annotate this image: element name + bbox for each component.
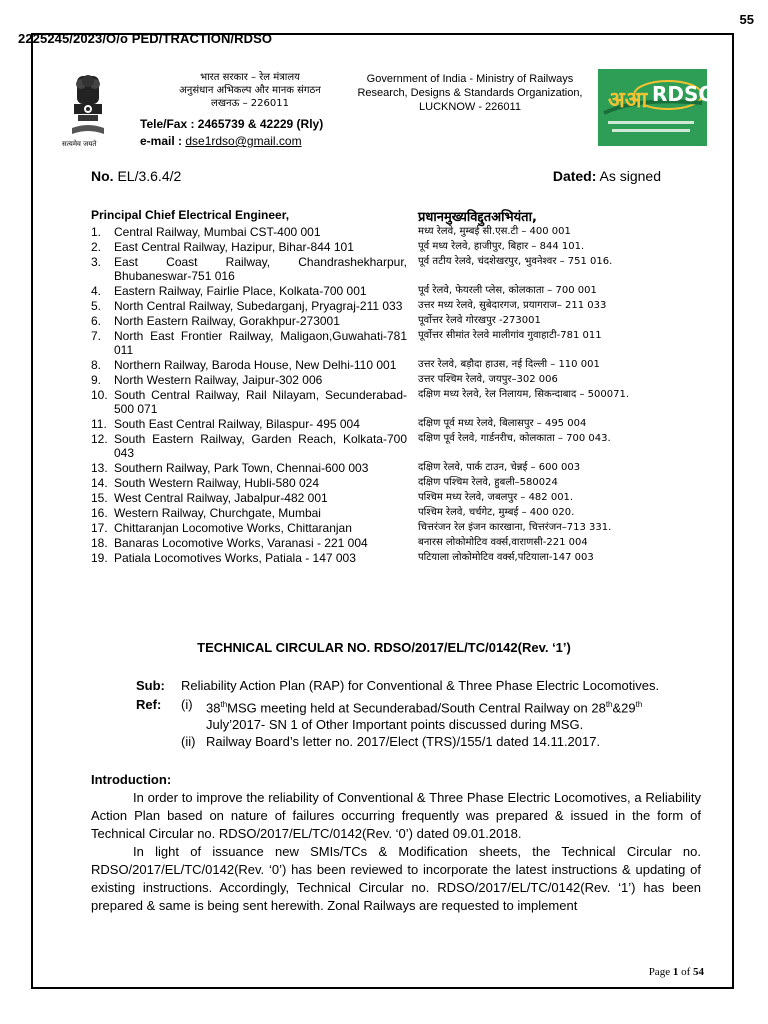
addressee-text-en: South Central Railway, Rail Nilayam, Secunderabad-500 071 <box>114 388 407 416</box>
addressee-text-en: Northern Railway, Baroda House, New Delhi-110 001 <box>114 358 397 372</box>
addressee-text-hi: पश्चिम मध्य रेलवे, जबलपुर – 482 001. <box>418 492 574 503</box>
addressee-number: 5. <box>91 299 102 313</box>
addressee-en <box>91 329 407 357</box>
addressee-heading-hi: प्रधानमुख्यविद्दुतअभियंता, <box>418 210 537 225</box>
addressee-en <box>91 551 407 565</box>
addressee-number: 6. <box>91 314 102 328</box>
svg-text:अआ: अआ <box>608 88 648 113</box>
addressee-number: 15. <box>91 491 108 505</box>
english-header <box>350 72 590 114</box>
addressee-row <box>91 536 691 550</box>
introduction-paragraph: In light of issuance new SMIs/TCs & Modification sheets, the Technical Circular no. RDSO/2017/EL/TC/0142(Rev. ‘0’) has been reviewed to incorporate the latest instructions & updating of existing instructions. Accordingly, Technical Circular no. RDSO/2017/EL/TC/0142(Rev. ‘1’) has been prepared & same is being sent herewith. Zonal Railways are requested to implement <box>91 844 701 913</box>
reference-item <box>136 696 702 733</box>
addressee-number: 7. <box>91 329 102 343</box>
addressee-number: 19. <box>91 551 108 565</box>
tel-fax: Tele/Fax : 2465739 & 42229 (Rly) <box>140 117 324 131</box>
addressee-number: 11. <box>91 417 107 431</box>
hindi-header <box>130 71 370 110</box>
addressee-text-en: Central Railway, Mumbai CST-400 001 <box>114 225 321 239</box>
addressee-row <box>91 299 691 313</box>
addressee-text-en: South Eastern Railway, Garden Reach, Kolkata-700 043 <box>114 432 407 460</box>
addressee-text-en: Banaras Locomotive Works, Varanasi - 221 004 <box>114 536 368 550</box>
reference-text: Railway Board’s letter no. 2017/Elect (TRS)/155/1 dated 14.11.2017. <box>206 734 601 750</box>
addressee-text-en: Southern Railway, Park Town, Chennai-600 003 <box>114 461 369 475</box>
addressee-number: 9. <box>91 373 102 387</box>
addressee-number: 8. <box>91 358 102 372</box>
addressee-number: 4. <box>91 284 102 298</box>
page-current: 1 <box>672 966 679 978</box>
email-label: e-mail : <box>140 134 183 148</box>
date-label: Dated: <box>552 168 597 184</box>
addressee-text-en: Eastern Railway, Fairlie Place, Kolkata-700 001 <box>114 284 367 298</box>
addressee-row <box>91 476 691 490</box>
addressee-en <box>91 284 407 298</box>
letter-number <box>91 168 181 184</box>
addressee-row <box>91 461 691 475</box>
hindi-header-line: लखनऊ – 226011 <box>211 98 289 109</box>
addressee-text-hi: पूर्व तटीय रेलवे, चंदशेखरपुर, भुवनेश्वर – 751 016. <box>418 256 613 267</box>
addressee-en <box>91 476 407 490</box>
letter-number-value: EL/3.6.4/2 <box>117 168 182 184</box>
addressee-text-en: Western Railway, Churchgate, Mumbai <box>114 506 321 520</box>
addressee-en <box>91 225 407 239</box>
addressee-number: 16. <box>91 506 108 520</box>
english-header-line: Government of India - Ministry of Railways <box>366 73 574 85</box>
reference-text: 38thMSG meeting held at Secunderabad/South Central Railway on 28th&29th July’2017- SN 1 of Other Important points discussed during MSG. <box>206 700 643 733</box>
addressee-number: 1. <box>91 225 102 239</box>
addressee-number: 13. <box>91 461 108 475</box>
addressee-row <box>91 358 691 372</box>
addressee-number: 18. <box>91 536 108 550</box>
letter-number-label: No. <box>91 168 114 184</box>
hindi-header-line: अनुसंधान अभिकल्प और मानक संगठन <box>179 85 321 96</box>
addressee-row <box>91 225 691 239</box>
introduction-body <box>91 789 701 915</box>
addressee-list <box>91 225 691 566</box>
addressee-en <box>91 255 407 283</box>
email-line <box>140 134 302 148</box>
addressee-en <box>91 373 407 387</box>
reference-item <box>136 733 702 750</box>
emblem-caption: सत्यमेव जयते <box>62 140 97 148</box>
letter-date <box>553 168 661 184</box>
hindi-header-line: भारत सरकार – रेल मंत्रालय <box>200 72 300 83</box>
addressee-number: 10. <box>91 388 108 402</box>
addressee-text-en: East Coast Railway, Chandrashekharpur, Bhubaneswar-751 016 <box>114 255 407 283</box>
email-link[interactable]: dse1rdso@gmail.com <box>185 134 302 148</box>
addressee-text-hi: पटियाला लोकोमोटिव वर्क्स,पटियाला-147 003 <box>418 552 594 563</box>
introduction-heading: Introduction: <box>91 772 172 787</box>
reference-label: Ref: <box>136 697 162 712</box>
addressee-text-en: North Western Railway, Jaipur-302 006 <box>114 373 323 387</box>
addressee-number: 17. <box>91 521 108 535</box>
addressee-text-hi: दक्षिण पूर्व रेलवे, गार्डनरीच, कोलकाता – 700 043. <box>418 433 611 444</box>
addressee-text-en: North Central Railway, Subedarganj, Pryagraj-211 033 <box>114 299 403 313</box>
reference-index: (i) <box>181 697 193 712</box>
addressee-number: 3. <box>91 255 102 269</box>
addressee-text-hi: दक्षिण पश्चिम रेलवे, हुबली–580024 <box>418 477 558 488</box>
addressee-en <box>91 358 407 372</box>
addressee-text-en: Chittaranjan Locomotive Works, Chittaranjan <box>114 521 352 535</box>
addressee-row <box>91 506 691 520</box>
addressee-row <box>91 417 691 431</box>
addressee-text-en: East Central Railway, Hazipur, Bihar-844 101 <box>114 240 354 254</box>
addressee-en <box>91 521 407 535</box>
addressee-row <box>91 432 691 460</box>
addressee-en <box>91 417 407 431</box>
subject-line <box>136 678 659 693</box>
of-label: of <box>681 966 691 978</box>
addressee-en <box>91 240 407 254</box>
subject-label: Sub: <box>136 678 165 693</box>
addressee-text-hi: पश्चिम रेलवे, चर्चगेट, मुम्बई – 400 020. <box>418 507 575 518</box>
addressee-text-hi: पूर्व मध्य रेलवे, हाजीपुर, बिहार – 844 101. <box>418 241 585 252</box>
subject-text: Reliability Action Plan (RAP) for Conventional & Three Phase Electric Locomotives. <box>181 678 660 693</box>
addressee-row <box>91 521 691 535</box>
page-total: 54 <box>693 966 704 978</box>
addressee-text-hi: बनारस लोकोमोटिव वर्क्स,वाराणसी-221 004 <box>418 537 588 548</box>
addressee-row <box>91 388 691 416</box>
addressee-en <box>91 388 407 416</box>
addressee-row <box>91 240 691 254</box>
addressee-row <box>91 491 691 505</box>
addressee-en <box>91 299 407 313</box>
reference-index: (ii) <box>181 734 196 750</box>
addressee-text-hi: दक्षिण पूर्व मध्य रेलवे, बिलासपुर – 495 004 <box>418 418 587 429</box>
addressee-row <box>91 329 691 357</box>
addressee-text-en: Patiala Locomotives Works, Patiala - 147 003 <box>114 551 356 565</box>
page-label: Page <box>648 966 671 978</box>
file-reference: 2225245/2023/O/o PED/TRACTION/RDSO <box>18 31 273 46</box>
rdso-logo-icon <box>598 69 716 146</box>
addressee-number: 12. <box>91 432 108 446</box>
page-number: 55 <box>739 12 754 27</box>
introduction-paragraph: In order to improve the reliability of Conventional & Three Phase Electric Locomotives, a Reliability Action Plan based on nature of failures occurring frequently was prepared & issued in the form of Technical Circular no. RDSO/2017/EL/TC/0142(Rev. ‘0’) dated 09.01.2018. <box>91 790 701 841</box>
addressee-row <box>91 373 691 387</box>
addressee-number: 2. <box>91 240 102 254</box>
addressee-text-en: South Western Railway, Hubli-580 024 <box>114 476 319 490</box>
addressee-text-hi: पूर्व रेलवे, फेयरली प्लेस, कोलकाता – 700 001 <box>418 285 597 296</box>
addressee-number: 14. <box>91 476 108 490</box>
national-emblem-icon <box>68 72 108 140</box>
addressee-text-en: West Central Railway, Jabalpur-482 001 <box>114 491 328 505</box>
addressee-en <box>91 461 407 475</box>
addressee-row <box>91 255 691 283</box>
addressee-text-en: South East Central Railway, Bilaspur- 495 004 <box>114 417 360 431</box>
addressee-text-hi: चित्तरंजन रेल इंजन कारखाना, चित्तरंजन–713 331. <box>418 522 612 533</box>
addressee-text-en: North East Frontier Railway, Maligaon,Guwahati-781 011 <box>114 329 407 357</box>
addressee-en <box>91 432 407 460</box>
addressee-text-hi: दक्षिण रेलवे, पार्क टाउन, चेन्नई – 600 003 <box>418 462 581 473</box>
addressee-en <box>91 536 407 550</box>
addressee-en <box>91 491 407 505</box>
reference-block <box>136 696 702 750</box>
svg-text:RDSO: RDSO <box>652 82 716 106</box>
addressee-text-hi: उत्तर मध्य रेलवे, सुबेदारगज, प्रयागराज– 211 033 <box>418 300 607 311</box>
date-value: As signed <box>599 168 661 184</box>
addressee-row <box>91 314 691 328</box>
addressee-text-hi: दक्षिण मध्य रेलवे, रेल निलायम, सिकन्दाबाद – 500071. <box>418 389 630 400</box>
addressee-row <box>91 284 691 298</box>
circular-title: TECHNICAL CIRCULAR NO. RDSO/2017/EL/TC/0142(Rev. ‘1’) <box>197 640 571 655</box>
addressee-text-hi: पूर्वोत्तर रेलवे गोरखपुर -273001 <box>418 315 541 326</box>
addressee-heading-en: Principal Chief Electrical Engineer, <box>91 208 290 222</box>
addressee-en <box>91 506 407 520</box>
addressee-text-hi: उत्तर पश्चिम रेलवे, जयपुर–302 006 <box>418 374 558 385</box>
page-footer <box>649 966 704 978</box>
addressee-text-hi: मध्य रेलवे, मुम्बई सी.एस.टी – 400 001 <box>418 226 571 237</box>
addressee-en <box>91 314 407 328</box>
addressee-row <box>91 551 691 565</box>
addressee-text-hi: उत्तर रेलवे, बड़ौदा हाउस, नई दिल्ली – 110 001 <box>418 359 600 370</box>
english-header-line: LUCKNOW - 226011 <box>419 101 521 113</box>
addressee-text-en: North Eastern Railway, Gorakhpur-273001 <box>114 314 340 328</box>
english-header-line: Research, Designs & Standards Organization, <box>357 87 583 99</box>
addressee-text-hi: पूर्वोत्तर सीमांत रेलवे मालीगांव गुवाहाटी-781 011 <box>418 330 602 341</box>
